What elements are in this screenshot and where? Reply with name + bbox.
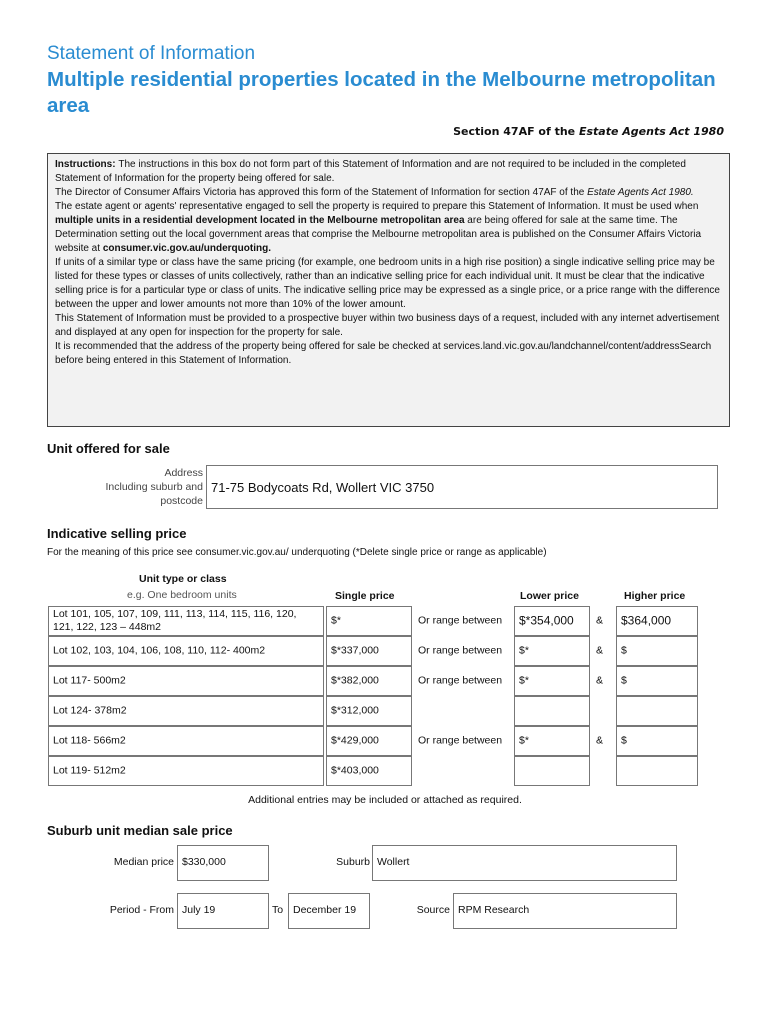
unit-type-cell[interactable] — [48, 756, 324, 786]
single-price-cell[interactable] — [326, 606, 412, 636]
to-label: To — [272, 904, 284, 916]
lower-price-cell[interactable] — [514, 756, 590, 786]
ampersand-label-text: & — [596, 614, 604, 627]
unit-type-cell-text: Lot 118- 566m2 — [53, 734, 126, 747]
higher-price-cell[interactable] — [616, 606, 698, 636]
higher-price-cell[interactable] — [616, 666, 698, 696]
unit-type-cell[interactable] — [48, 666, 324, 696]
single-price-cell[interactable] — [326, 696, 412, 726]
higher-price-cell[interactable] — [616, 696, 698, 726]
range-label — [414, 636, 514, 666]
ampersand-label — [592, 696, 616, 726]
address-value: 71-75 Bodycoats Rd, Wollert VIC 3750 — [211, 480, 435, 495]
ampersand-label-text: & — [596, 674, 604, 687]
indicative-heading: Indicative selling price — [47, 526, 187, 541]
period-from-value: July 19 — [182, 904, 216, 916]
median-price-field[interactable] — [177, 845, 269, 881]
median-heading: Suburb unit median sale price — [47, 823, 233, 838]
higher-price-cell-text: $ — [621, 674, 627, 687]
source-label: Source — [416, 904, 450, 916]
unit-type-cell-text: Lot 119- 512m2 — [53, 764, 126, 777]
single-price-cell[interactable] — [326, 726, 412, 756]
unit-type-cell[interactable] — [48, 726, 324, 756]
period-from-field[interactable] — [177, 893, 269, 929]
lower-price-cell-text: $* — [519, 674, 529, 687]
median-price-value: $330,000 — [182, 856, 226, 868]
unit-type-cell-text: Lot 102, 103, 104, 106, 108, 110, 112- 400m2 — [53, 644, 266, 657]
period-from-label: Period - From — [109, 904, 174, 916]
col-unit-example: e.g. One bedroom units — [127, 589, 237, 601]
suburb-value: Wollert — [377, 856, 410, 868]
higher-price-cell-text: $ — [621, 734, 627, 747]
single-price-cell-text: $*429,000 — [331, 734, 379, 747]
unit-type-cell-text: Lot 117- 500m2 — [53, 674, 126, 687]
instructions-p4: If units of a similar type or class have the same pricing (for example, one bedroom units in a high rise position) a single indicative selling price may be listed for these types or classes of units collectively, rather than an indicative selling price for each individual unit. It must be clear that the indicative selling price is for a particular type or class of units. The indicative selling price may be expressed as a single price, or a price range with the difference between the upper and lower amounts not more than 10% of the lower amount. — [55, 257, 720, 310]
range-label-text: Or range between — [418, 734, 503, 747]
indicative-note: For the meaning of this price see consumer.vic.gov.au/ underquoting (*Delete single price or range as applicable) — [47, 547, 547, 558]
higher-price-cell[interactable] — [616, 636, 698, 666]
lower-price-cell-text: $* — [519, 644, 529, 657]
ampersand-label — [592, 666, 616, 696]
instructions-p5: This Statement of Information must be provided to a prospective buyer within two business days of a request, included with any internet advertisement and displayed at any open for inspection for the property for sale. — [55, 313, 720, 338]
single-price-cell-text: $*337,000 — [331, 644, 379, 657]
range-label — [414, 606, 514, 636]
col-unit-type: Unit type or class — [139, 573, 227, 585]
median-price-label: Median price — [113, 856, 174, 868]
range-label-text: Or range between — [418, 614, 503, 627]
lower-price-cell[interactable] — [514, 606, 590, 636]
lower-price-cell-text: $*354,000 — [519, 613, 574, 628]
single-price-cell-text: $* — [331, 614, 341, 627]
suburb-field[interactable] — [372, 845, 677, 881]
period-to-field[interactable] — [288, 893, 370, 929]
range-label — [414, 696, 514, 726]
higher-price-cell[interactable] — [616, 726, 698, 756]
range-label — [414, 666, 514, 696]
ampersand-label — [592, 636, 616, 666]
period-to-value: December 19 — [293, 904, 357, 916]
source-field[interactable] — [453, 893, 677, 929]
unit-type-cell[interactable] — [48, 606, 324, 636]
source-value: RPM Research — [458, 904, 530, 916]
instructions-p1: Instructions: The instructions in this box do not form part of this Statement of Information and are not required to be included in the completed Statement of Information for the property being offered for sale. — [55, 159, 686, 184]
document-title: Multiple residential properties located in the Melbourne metropolitan area — [47, 68, 716, 117]
suburb-label: Suburb — [336, 856, 370, 868]
col-higher-price: Higher price — [624, 590, 686, 602]
col-single-price: Single price — [335, 590, 395, 602]
instructions-box — [47, 153, 730, 427]
range-label — [414, 756, 514, 786]
unit-type-cell-text: Lot 101, 105, 107, 109, 111, 113, 114, 115, 116, 120, 121, 122, 123 – 448m2 — [53, 608, 297, 633]
instructions-p3: The estate agent or agents' representative engaged to sell the property is required to prepare this Statement of Information. It must be used when multiple units in a residential development located in the Melbourne metropolitan area are being offered for sale at the same time. The Determination setting out the local government areas that comprise the Melbourne metropolitan area is published on the Consumer Affairs Victoria website at consumer.vic.gov.au/underquoting. — [55, 201, 702, 254]
address-label: Address Including suburb and postcode — [105, 467, 203, 507]
single-price-cell-text: $*403,000 — [331, 764, 379, 777]
ampersand-label — [592, 726, 616, 756]
section-reference: Section 47AF of the Estate Agents Act 1980 — [453, 125, 724, 138]
unit-type-cell[interactable] — [48, 636, 324, 666]
ampersand-label — [592, 606, 616, 636]
single-price-cell[interactable] — [326, 756, 412, 786]
lower-price-cell[interactable] — [514, 636, 590, 666]
document-kicker: Statement of Information — [47, 43, 256, 64]
single-price-cell-text: $*382,000 — [331, 674, 379, 687]
single-price-cell[interactable] — [326, 636, 412, 666]
unit-type-cell-text: Lot 124- 378m2 — [53, 704, 127, 717]
single-price-cell[interactable] — [326, 666, 412, 696]
lower-price-cell[interactable] — [514, 666, 590, 696]
higher-price-cell-text: $ — [621, 644, 627, 657]
ampersand-label-text: & — [596, 644, 604, 657]
higher-price-cell-text: $364,000 — [621, 613, 672, 628]
range-label-text: Or range between — [418, 644, 503, 657]
unit-offered-heading: Unit offered for sale — [47, 441, 170, 456]
range-label-text: Or range between — [418, 674, 503, 687]
ampersand-label — [592, 756, 616, 786]
lower-price-cell[interactable] — [514, 696, 590, 726]
additional-entries-note: Additional entries may be included or attached as required. — [248, 794, 522, 806]
lower-price-cell[interactable] — [514, 726, 590, 756]
address-field[interactable] — [206, 465, 718, 509]
instructions-p2: The Director of Consumer Affairs Victoria has approved this form of the Statement of Information for section 47AF of the Estate Agents Act 1980. — [55, 187, 694, 198]
unit-type-cell[interactable] — [48, 696, 324, 726]
ampersand-label-text: & — [596, 734, 604, 747]
instructions-p6: It is recommended that the address of the property being offered for sale be checked at services.land.vic.gov.au/landchannel/content/addressSearch before being entered in this Statement of Information. — [55, 341, 712, 366]
lower-price-cell-text: $* — [519, 734, 529, 747]
col-lower-price: Lower price — [520, 590, 579, 602]
single-price-cell-text: $*312,000 — [331, 704, 379, 717]
range-label — [414, 726, 514, 756]
higher-price-cell[interactable] — [616, 756, 698, 786]
